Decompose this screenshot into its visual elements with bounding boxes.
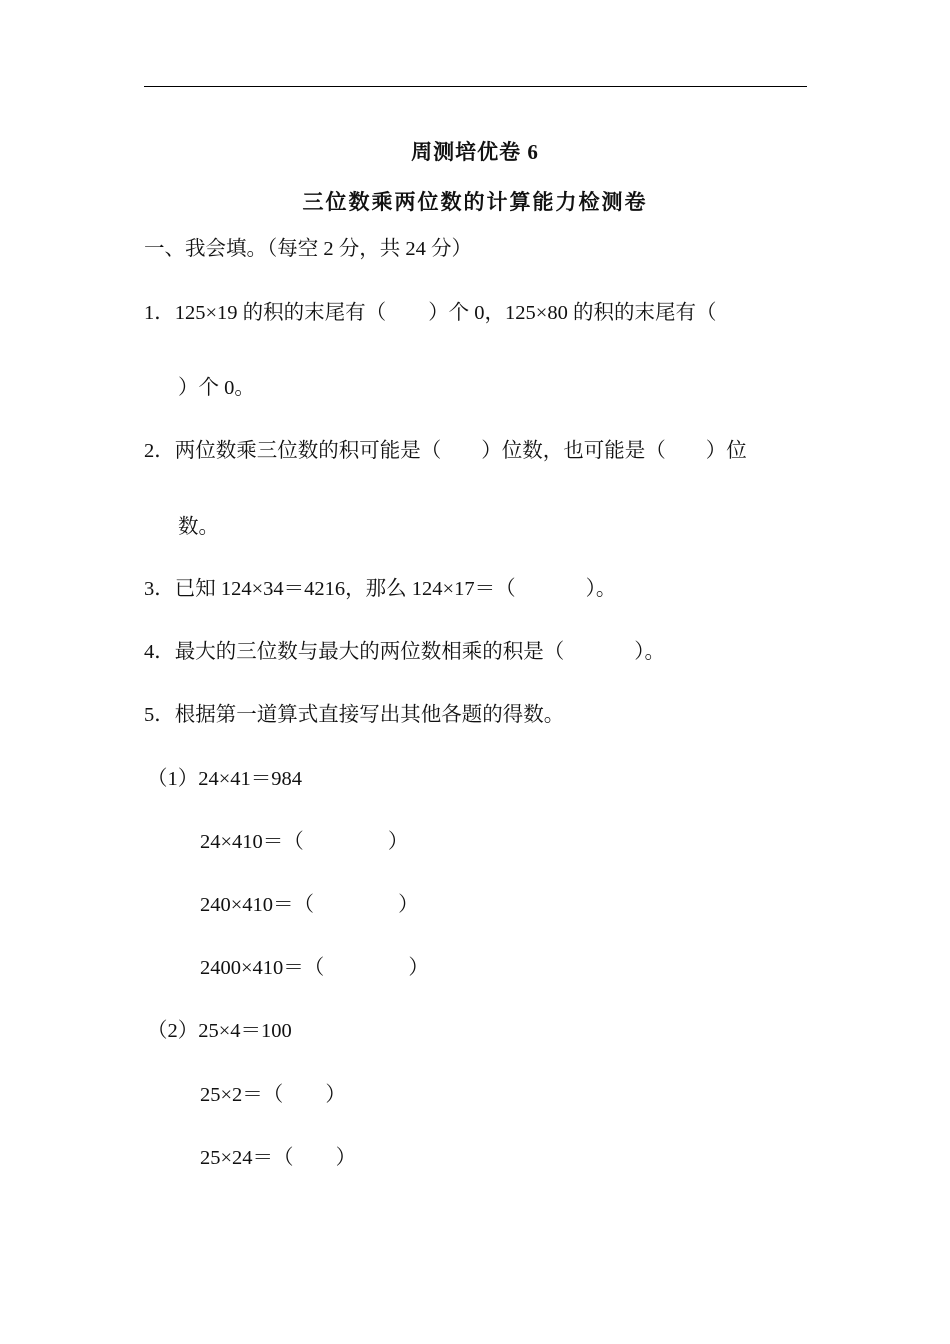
close-paren: ） <box>398 894 419 916</box>
question-2-line-2 <box>178 513 219 541</box>
equation-text: 25×2＝（ <box>200 1084 284 1106</box>
page-title: 周测培优卷 6 <box>411 140 539 164</box>
close-paren: ） <box>325 1084 346 1106</box>
question-text: ）。 <box>585 578 617 600</box>
header-rule <box>144 86 807 87</box>
question-number: 1． <box>144 302 175 324</box>
part-2-label: （2）25×4＝100 <box>147 1020 292 1042</box>
question-text: 数。 <box>178 516 219 538</box>
question-number: 2． <box>144 440 175 462</box>
question-text: 125×19 的积的末尾有（ <box>174 302 387 324</box>
question-text: ）个 0。 <box>178 377 255 399</box>
equation-text: 25×24＝（ <box>200 1147 294 1169</box>
page-subtitle: 三位数乘两位数的计算能力检测卷 <box>302 190 648 214</box>
part-1-label: （1）24×41＝984 <box>147 768 303 790</box>
question-5 <box>144 701 564 729</box>
part-1-item <box>200 891 419 919</box>
section-heading: 一、我会填。（每空 2 分，共 24 分） <box>144 238 472 260</box>
question-number: 5． <box>144 704 175 726</box>
part-1-item <box>200 828 408 856</box>
question-text: ）位 <box>705 440 747 462</box>
question-text: ）位数，也可能是（ <box>481 440 666 462</box>
question-text: 根据第一道算式直接写出其他各题的得数。 <box>174 704 565 726</box>
question-number: 3． <box>144 578 175 600</box>
question-text: 两位数乘三位数的积可能是（ <box>174 440 442 462</box>
question-1-line-1 <box>144 299 717 327</box>
question-text: ）。 <box>634 641 665 663</box>
close-paren: ） <box>387 831 409 853</box>
question-2-line-1 <box>144 437 747 465</box>
equation-text: 2400×410＝（ <box>200 957 325 979</box>
equation-text: 240×410＝（ <box>200 894 315 916</box>
close-paren: ） <box>335 1147 357 1169</box>
part-1-item <box>200 954 429 982</box>
equation-text: 24×410＝（ <box>200 831 304 853</box>
close-paren: ） <box>408 957 429 979</box>
part-2-item <box>200 1081 346 1109</box>
question-number: 4． <box>144 641 175 663</box>
question-3 <box>144 575 616 603</box>
question-text: 最大的三位数与最大的两位数相乘的积是（ <box>174 641 565 663</box>
part-2-item <box>200 1144 356 1172</box>
question-text: 已知 124×34＝4216，那么 124×17＝（ <box>174 578 516 600</box>
question-text: ）个 0，125×80 的积的末尾有（ <box>428 302 717 324</box>
question-1-line-2 <box>178 374 255 402</box>
question-4 <box>144 638 665 666</box>
